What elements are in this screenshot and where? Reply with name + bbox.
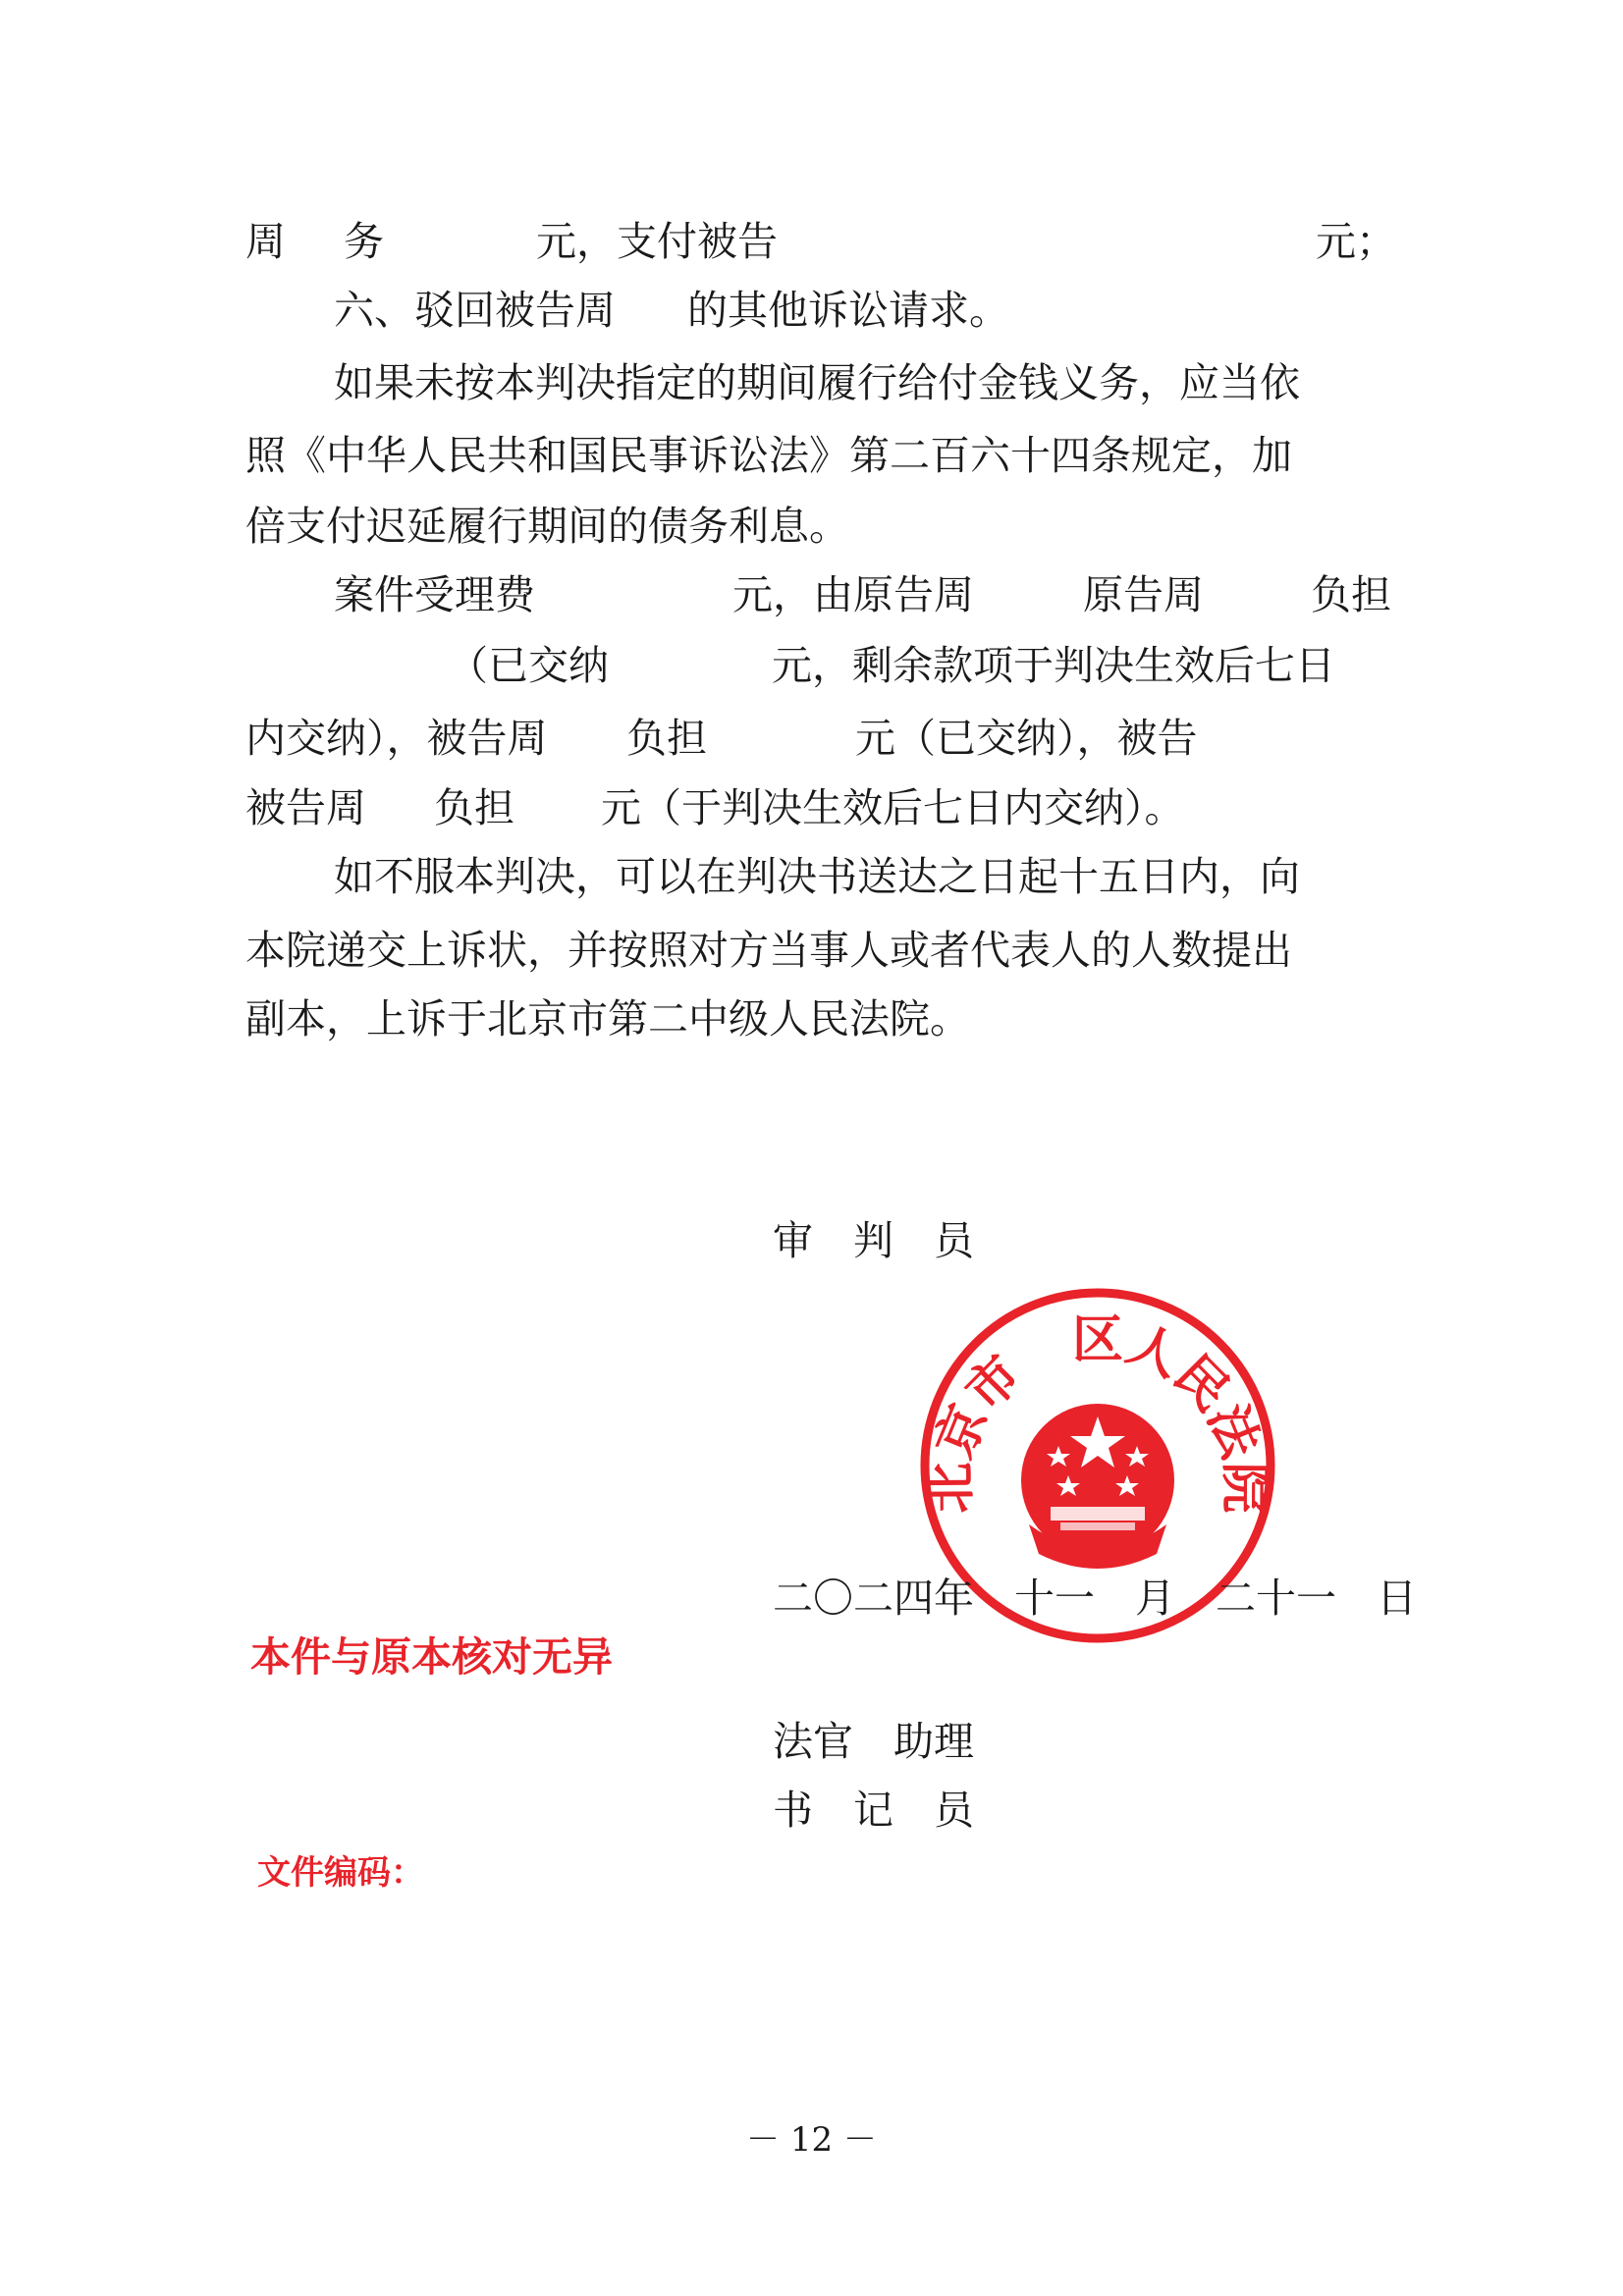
judgment-date: 二〇二四年 十一 月 二十一 日 [773,1575,1417,1622]
body-text-segment: 被告周 [245,784,366,831]
body-text-segment: 务 [344,218,384,265]
body-text-segment: 六、驳回被告周 [334,287,616,334]
body-text-segment: 周 [245,218,286,265]
body-text-segment: 案件受理费 [334,571,535,618]
body-text-segment: 元（已交纳），被告 [855,715,1198,762]
national-emblem-icon [1021,1404,1174,1569]
body-text-segment: 本院递交上诉状，并按照对方当事人或者代表人的人数提出 [245,927,1292,974]
body-text-segment: 负担 [1311,571,1391,618]
body-line [245,630,1384,701]
body-line [245,347,1384,418]
body-text-segment: 负担 [434,784,514,831]
body-line [245,491,1384,561]
clerk-assistant-label: 法官 助理 [773,1718,974,1765]
verification-note: 本件与原本核对无异 [250,1633,613,1681]
body-text-segment: 内交纳），被告周 [245,715,548,762]
page-number: － 12 － [746,2120,877,2160]
body-text-segment: （已交纳 [448,642,609,689]
judge-signature-label: 审 判 员 [773,1217,974,1264]
body-line [245,915,1384,986]
body-line [245,773,1384,843]
body-line [245,206,1396,277]
body-text-segment: 元，由原告周 [732,571,974,618]
body-text-segment: 的其他诉讼请求。 [687,287,1009,334]
body-text-segment: 照《中华人民共和国民事诉讼法》第二百六十四条规定，加 [245,432,1292,479]
body-text-segment: 副本，上诉于北京市第二中级人民法院。 [245,995,970,1042]
file-code-label: 文件编码： [257,1853,424,1893]
body-text-segment: 如果未按本判决指定的期间履行给付金钱义务，应当依 [334,359,1300,406]
clerk-label: 书 记 员 [773,1787,974,1834]
body-text-segment: 元（于判决生效后七日内交纳）。 [601,784,1185,831]
body-text-segment: 元，支付被告 [536,218,778,265]
body-line [245,984,1384,1054]
body-text-segment: 元； [1316,218,1396,265]
body-line [245,275,1384,346]
body-text-segment: 负担 [626,715,707,762]
body-text-segment: 倍支付迟延履行期间的债务利息。 [245,503,849,550]
body-line [245,703,1384,774]
seal-text: 北京市 区人民法院 [921,1310,1274,1514]
body-text-segment: 原告周 [1083,571,1204,618]
body-line [245,420,1384,491]
body-text-segment: 元，剩余款项于判决生效后七日 [772,642,1335,689]
body-line [245,841,1384,912]
body-text-segment: 如不服本判决，可以在判决书送达之日起十五日内，向 [334,853,1300,900]
body-line [245,560,1391,630]
